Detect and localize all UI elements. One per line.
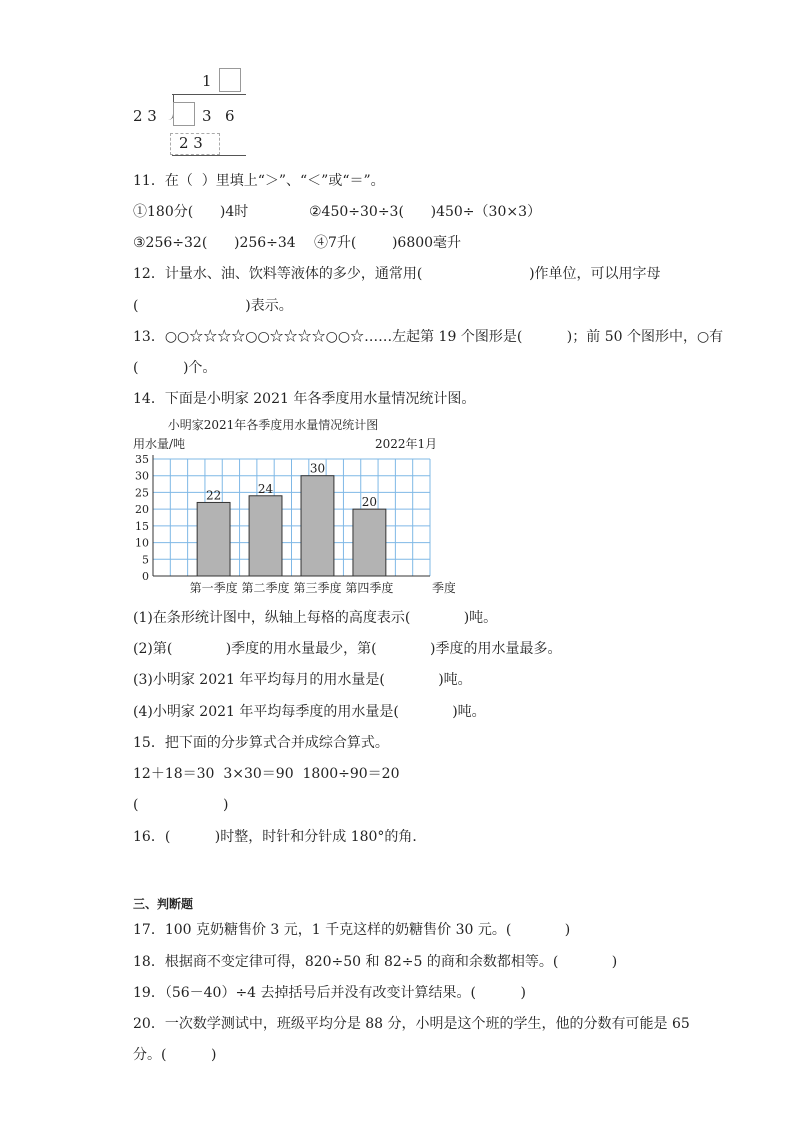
x-tick-label: 第二季度 [241, 581, 290, 595]
dividend-blank-box[interactable] [173, 102, 195, 126]
y-tick-label: 30 [135, 469, 149, 483]
y-tick-label: 25 [135, 486, 149, 500]
q11-item-2: ②450÷30÷3( )450÷（30×3） [309, 204, 541, 220]
y-tick-label: 35 [135, 453, 149, 466]
bar-value-label: 22 [205, 488, 222, 503]
bar-chart-svg [125, 414, 455, 604]
x-tick-label: 第三季度 [293, 581, 342, 595]
dividend-digit-1: 3 [202, 107, 212, 125]
q16-text: 16．( )时整，时针和分针成 180°的角． [133, 829, 427, 845]
q12-line-1: 12．计量水、油、饮料等液体的多少，通常用( )作单位，可以用字母 [133, 266, 661, 282]
q13-line-1: 13．○○☆☆☆☆○○☆☆☆☆○○☆……左起第 19 个图形是( )；前 50 个图形中，○有 [133, 329, 724, 345]
division-underline [172, 155, 246, 156]
divisor: 2 3 [133, 107, 157, 125]
bar-value-label: 24 [257, 481, 274, 496]
q18-text: 18．根据商不变定律可得，820÷50 和 82÷5 的商和余数都相等。( ) [133, 954, 618, 970]
long-division [125, 62, 255, 162]
q14-sub-1: (1)在条形统计图中，纵轴上每格的高度表示( )吨。 [133, 610, 498, 626]
x-tick-label: 第四季度 [345, 581, 394, 595]
chart-date: 2022年1月 [375, 437, 438, 451]
q15-steps: 12＋18＝30 3×30＝90 1800÷90＝20 [133, 766, 400, 782]
y-axis-label: 用水量/吨 [133, 437, 186, 451]
q15-answer-blank: ( ) [133, 797, 229, 813]
y-tick-label: 10 [135, 536, 149, 550]
y-tick-label: 15 [135, 519, 149, 533]
q14-stem: 14．下面是小明家 2021 年各季度用水量情况统计图。 [133, 391, 476, 407]
q20-line-2: 分。( ) [133, 1047, 217, 1063]
q17-text: 17．100 克奶糖售价 3 元，1 千克这样的奶糖售价 30 元。( ) [133, 922, 571, 938]
q13-line-2: ( )个。 [133, 360, 217, 376]
q11-item-1: ①180分( )4时 [133, 204, 249, 220]
chart-title: 小明家2021年各季度用水量情况统计图 [167, 418, 379, 432]
section-3-title: 三、判断题 [133, 897, 194, 911]
q15-stem: 15．把下面的分步算式合并成综合算式。 [133, 735, 389, 751]
q11-item-3: ③256÷32( )256÷34 [133, 235, 296, 251]
q11-stem: 11．在（ ）里填上“＞”、“＜”或“＝”。 [133, 173, 385, 189]
x-axis-label: 季度 [432, 581, 455, 595]
bar [301, 476, 334, 576]
dividend-digit-2: 6 [225, 107, 235, 125]
bar-value-label: 30 [309, 461, 326, 476]
bar [197, 502, 230, 576]
y-tick-label: 0 [142, 570, 149, 583]
q19-text: 19．（56－40）÷4 去掉括号后并没有改变计算结果。( ) [133, 985, 526, 1001]
q14-sub-2: (2)第( )季度的用水量最少，第( )季度的用水量最多。 [133, 641, 562, 657]
q12-line-2: ( )表示。 [133, 298, 293, 314]
bar [249, 496, 282, 576]
water-usage-chart [125, 414, 455, 604]
q14-sub-3: (3)小明家 2021 年平均每月的用水量是( )吨。 [133, 672, 472, 688]
q20-line-1: 20．一次数学测试中，班级平均分是 88 分，小明是这个班的学生，他的分数有可能是 65 [133, 1016, 690, 1032]
x-tick-label: 第一季度 [189, 581, 238, 595]
bar [353, 509, 386, 576]
bar-value-label: 20 [361, 495, 378, 510]
y-tick-label: 5 [142, 553, 149, 567]
division-bar [172, 94, 246, 95]
product: 2 3 [179, 134, 203, 152]
q14-sub-4: (4)小明家 2021 年平均每季度的用水量是( )吨。 [133, 704, 486, 720]
quotient-blank-box[interactable] [219, 68, 241, 92]
quotient-digit: 1 [202, 72, 212, 90]
y-tick-label: 20 [135, 503, 149, 517]
q11-item-4: ④7升( )6800毫升 [314, 235, 462, 251]
